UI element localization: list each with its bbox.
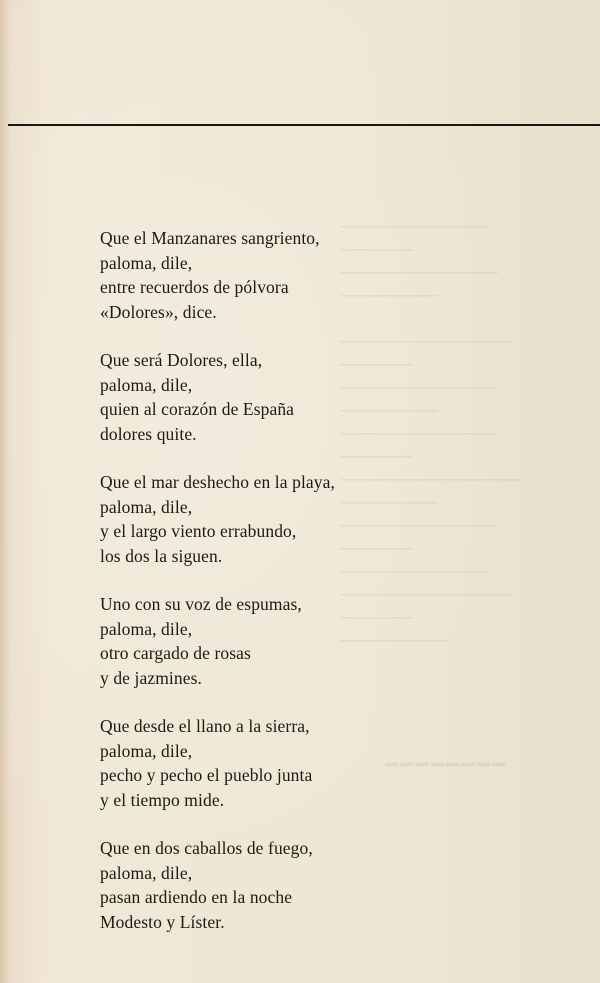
stanza <box>100 348 420 446</box>
verse-line: paloma, dile, <box>100 496 193 517</box>
stanza <box>100 226 420 324</box>
verse-line: Que será Dolores, ella, <box>100 350 263 370</box>
verse-line: Que el Manzanares sangriento, <box>100 228 320 248</box>
verse-line: paloma, dile, <box>100 862 193 883</box>
verse-line: los dos la siguen. <box>100 545 223 566</box>
verse-line: quien al corazón de España <box>100 399 295 419</box>
poem <box>100 226 420 958</box>
verse-line: pasan ardiendo en la noche <box>100 887 293 907</box>
page-gutter-shadow <box>0 0 10 983</box>
stanza <box>100 714 420 812</box>
verse-line: paloma, dile, <box>100 740 193 761</box>
verse-line: y de jazmines. <box>100 667 202 688</box>
show-through-texture: ──────────── ────── ───────────── ──────── ────────────── ────── ───────────── ──────── ───────────── ────── ─────────────── ──────── ───────────── ────── ──────────── ────────────── ────── ───────── <box>340 217 523 650</box>
verse-line: paloma, dile, <box>100 374 193 395</box>
verse-line: Que desde el llano a la sierra, <box>100 716 310 736</box>
verse-line: Modesto y Líster. <box>100 911 225 932</box>
show-through-heading: ━━━━━━━━ <box>385 752 507 777</box>
stanza <box>100 836 420 934</box>
verse-line: entre recuerdos de pólvora <box>100 277 289 297</box>
stanza <box>100 592 420 690</box>
header-rule <box>8 124 600 126</box>
verse-line: Que el mar deshecho en la playa, <box>100 472 335 492</box>
verse-line: y el largo viento errabundo, <box>100 521 297 541</box>
verse-line: paloma, dile, <box>100 618 193 639</box>
stanza <box>100 470 420 568</box>
verse-line: «Dolores», dice. <box>100 301 217 322</box>
verse-line: paloma, dile, <box>100 252 193 273</box>
verse-line: otro cargado de rosas <box>100 643 251 663</box>
verse-line: Que en dos caballos de fuego, <box>100 838 313 858</box>
verse-line: pecho y pecho el pueblo junta <box>100 765 313 785</box>
verse-line: Uno con su voz de espumas, <box>100 594 302 614</box>
verse-line: y el tiempo mide. <box>100 789 225 810</box>
verse-line: dolores quite. <box>100 423 197 444</box>
